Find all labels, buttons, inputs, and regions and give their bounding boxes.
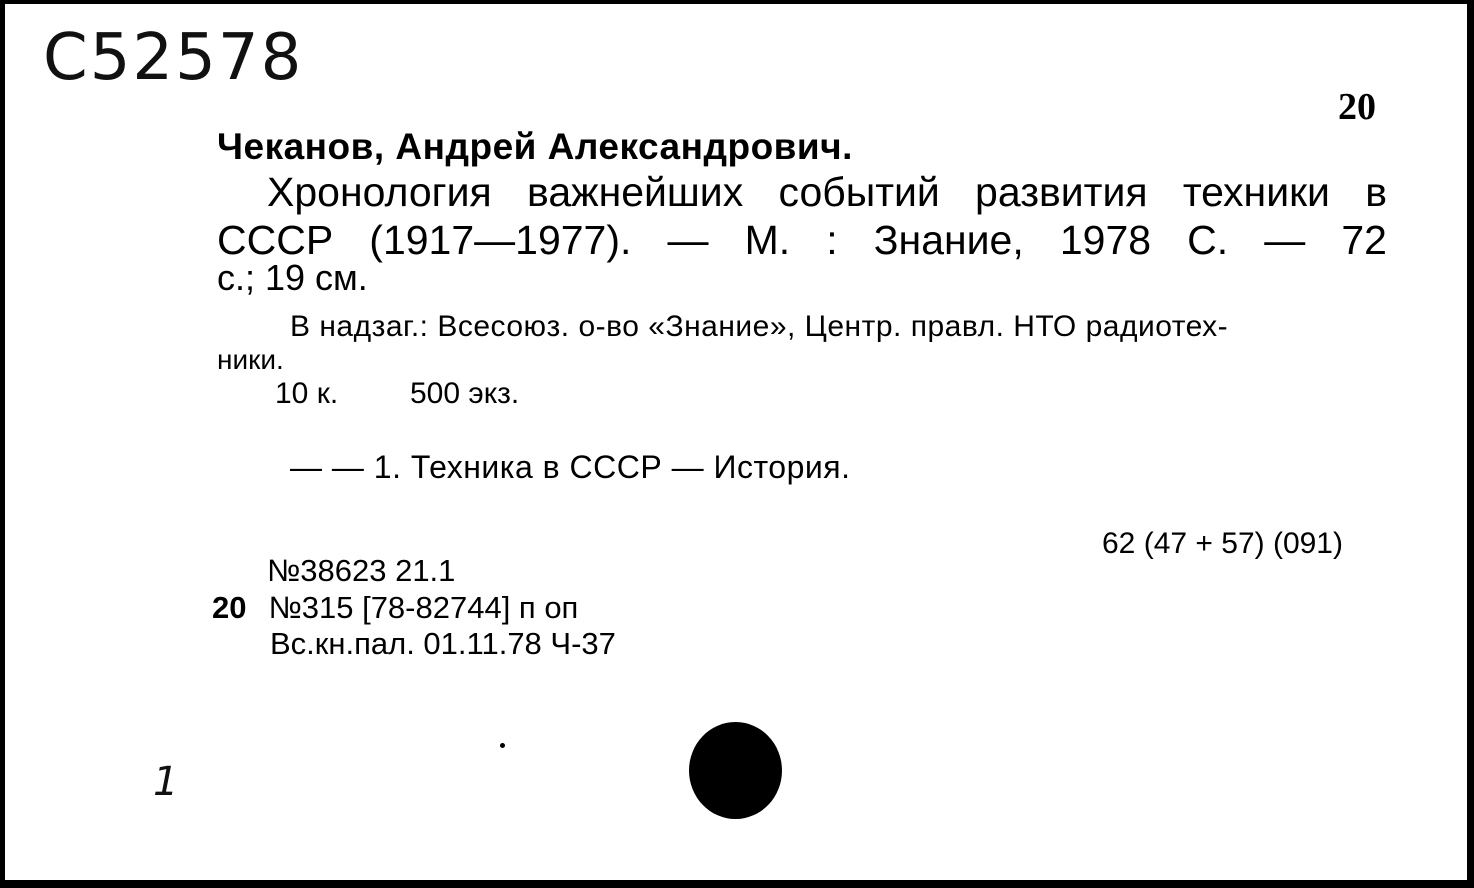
footer-prefix: 20	[212, 590, 247, 625]
print-run: 500 экз.	[410, 377, 520, 410]
title-line-3: с.; 19 см.	[217, 257, 368, 298]
registration-number: №38623 21.1	[267, 553, 456, 588]
punch-hole	[689, 722, 782, 819]
note-line-2: ники.	[217, 344, 284, 375]
classification-index: 62 (47 + 57) (091)	[1102, 527, 1343, 560]
footer-chamber: Вс.кн.пал. 01.11.78 Ч-37	[270, 626, 616, 661]
title-line-2: СССР (1917—1977). — М. : Знание, 1978 С. — 72	[217, 217, 1387, 263]
subject-heading: — — 1. Техника в СССР — История.	[290, 449, 851, 485]
card-number-top: 20	[1338, 86, 1376, 128]
footer-order-row	[212, 592, 578, 623]
stray-speck	[500, 743, 505, 748]
price: 10 к.	[275, 377, 339, 410]
inventory-number-handwritten: С52578	[43, 21, 304, 95]
title-line-1: Хронология важнейших событий развития техники в	[267, 169, 1387, 215]
footer-order: №315 [78-82744] п оп	[268, 590, 579, 625]
note-line-1: В надзаг.: Всесоюз. о-во «Знание», Центр. правл. НТО радиотех-	[290, 310, 1229, 343]
author-heading: Чеканов, Андрей Александрович.	[217, 126, 853, 167]
handwritten-mark: 1	[153, 759, 181, 805]
